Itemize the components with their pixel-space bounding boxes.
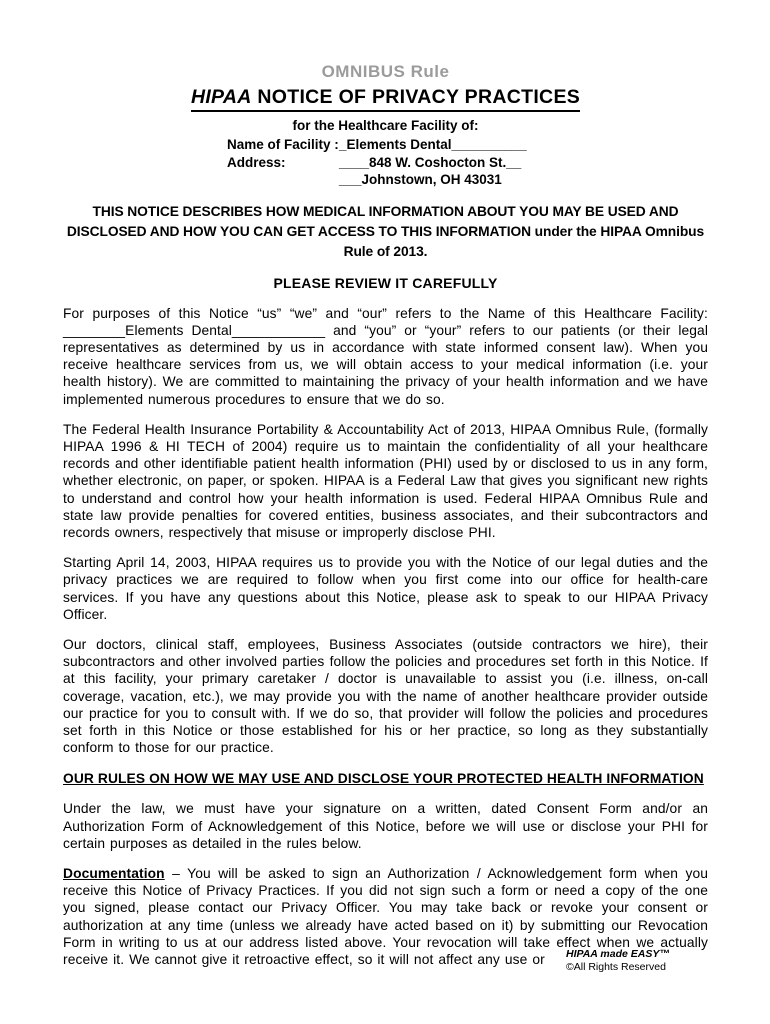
facility-city-row	[227, 171, 708, 189]
healthcare-facility-of-line: for the Healthcare Facility of:	[292, 118, 479, 133]
facility-address-row	[227, 154, 708, 172]
documentation-text: – You will be asked to sign an Authorization / Acknowledgement form when you receive this Notice of Privacy Practices. If you did not sign such a form or need a copy of the one you signed, please contact our Privacy Officer. You may take back or revoke your consent or authorization at any time (unless we already have acted based on it) by submitting our Revocation Form in writing to us at our address listed above. Your revocation will take effect when we actually receive it. We cannot give it retroactive effect, so it will not affect any use or	[63, 865, 708, 967]
notice-description-banner: THIS NOTICE DESCRIBES HOW MEDICAL INFORMATION ABOUT YOU MAY BE USED AND DISCLOSED AND HOW YOU CAN GET ACCESS TO THIS INFORMATION under the HIPAA Omnibus Rule of 2013.	[66, 203, 705, 259]
page-footer	[566, 948, 670, 974]
facility-name-value: _Elements Dental__________	[339, 137, 527, 152]
footer-rights: ©All Rights Reserved	[566, 961, 666, 973]
rules-section-heading: OUR RULES ON HOW WE MAY USE AND DISCLOSE YOUR PROTECTED HEALTH INFORMATION	[63, 771, 704, 787]
please-review-line: PLEASE REVIEW IT CAREFULLY	[273, 274, 498, 291]
facility-city-label-spacer	[227, 171, 339, 189]
omnibus-rule-subtitle: OMNIBUS Rule	[321, 62, 450, 81]
facility-info-block	[227, 136, 708, 189]
paragraph-staff-and-associates: Our doctors, clinical staff, employees, Business Associates (outside contractors we hire), their subcontractors and other involved parties follow the policies and procedures set forth in this Notice. If at this facility, your primary caretaker / doctor is unavailable to assist you (i.e. illness, on-call coverage, vacation, etc.), we may provide you with the name of another healthcare provider outside our practice for you to consult with. If we do so, that provider will follow the policies and procedures set forth in this Notice or those established for his or her practice, so long as they substantially conform to those for our practice.	[63, 636, 708, 756]
facility-address-line2: ___Johnstown, OH 43031	[339, 172, 502, 187]
facility-address-label: Address:	[227, 154, 286, 170]
title-underlined	[191, 85, 580, 112]
facility-name-label: Name of Facility :	[227, 137, 339, 152]
title-rest: NOTICE OF PRIVACY PRACTICES	[251, 86, 581, 108]
facility-name-row	[227, 136, 708, 154]
document-title	[63, 85, 708, 112]
paragraph-intro-definitions: For purposes of this Notice “us” “we” and “our” refers to the Name of this Healthcare Facility: ________Elements Dental____________ and “you” or “your” refers to our patients (or their legal representatives as determined by us in accordance with state informed consent law). When you receive healthcare services from us, we will obtain access to your medical information (i.e. your health history). We are committed to maintaining the privacy of your health information and we have implemented numerous procedures to ensure that we do so.	[63, 305, 708, 407]
paragraph-starting-2003: Starting April 14, 2003, HIPAA requires us to provide you with the Notice of our legal duties and the privacy practices we are required to follow when you first come into our office for health-care services. If you have any questions about this Notice, please ask to speak to our HIPAA Privacy Officer.	[63, 555, 708, 622]
paragraph-consent-requirement: Under the law, we must have your signature on a written, dated Consent Form and/or an Authorization Form of Acknowledgement of this Notice, before we will use or disclose your PHI for certain purposes as detailed in the rules below.	[63, 801, 708, 851]
title-hipaa-italic: HIPAA	[190, 86, 252, 108]
footer-brand: HIPAA made EASY™	[566, 948, 670, 960]
documentation-lead-word: Documentation	[63, 865, 165, 881]
paragraph-hipaa-federal-law: The Federal Health Insurance Portability & Accountability Act of 2013, HIPAA Omnibus Rule, (formally HIPAA 1996 & HI TECH of 2004) require us to maintain the confidentiality of all your healthcare records and other identifiable patient health information (PHI) used by or disclosed to us in any form, whether electronic, on paper, or spoken. HIPAA is a Federal Law that gives you significant new rights to understand and control how your health information is used. Federal HIPAA Omnibus Rule and state law provide penalties for covered entities, business associates, and their subcontractors and records owners, respectively that misuse or improperly disclose PHI.	[63, 421, 708, 540]
facility-address-line1: ____848 W. Coshocton St.__	[339, 154, 522, 170]
